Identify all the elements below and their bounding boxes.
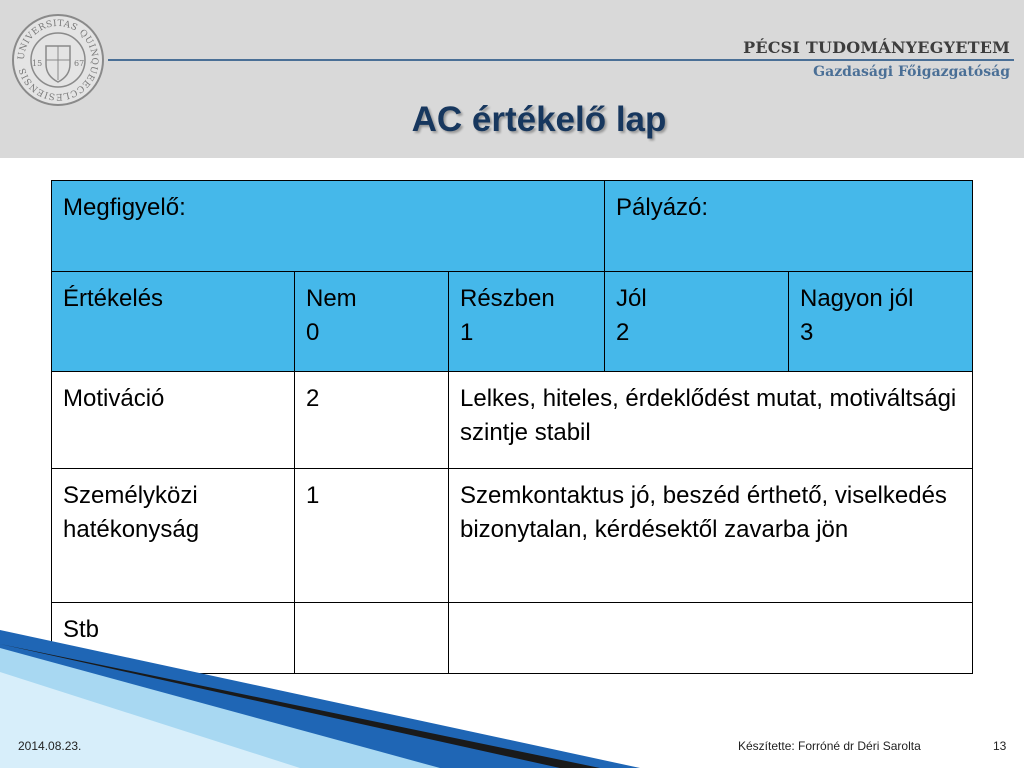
rating-level-score: 3 (800, 319, 814, 346)
slide-header (0, 0, 1024, 158)
rating-level-name: Nem (306, 285, 357, 312)
score-cell: 2 (295, 372, 449, 469)
footer-date: 2014.08.23. (18, 739, 82, 753)
seal-year-right: 67 (74, 59, 85, 68)
rating-label-cell: Értékelés (52, 272, 295, 372)
university-seal-icon (10, 12, 106, 108)
table-row (52, 181, 973, 272)
rating-level-name: Jól (616, 285, 647, 312)
score-cell: 1 (295, 469, 449, 603)
page-title: AC értékelő lap (411, 100, 667, 139)
seal-year-left: 15 (32, 59, 43, 68)
rating-level-name: Részben (460, 285, 555, 312)
rating-level-cell (449, 272, 605, 372)
rating-level-cell (605, 272, 789, 372)
rating-level-score: 1 (460, 319, 474, 346)
criterion-cell: Motiváció (52, 372, 295, 469)
evaluation-table (51, 180, 973, 674)
rating-level-cell (295, 272, 449, 372)
rating-level-score: 0 (306, 319, 320, 346)
comment-cell: Lelkes, hiteles, érdeklődést mutat, motiváltsági szintje stabil (449, 372, 973, 469)
decorative-swoosh (0, 630, 640, 768)
criterion-cell: Stb (52, 603, 295, 674)
applicant-cell: Pályázó: (605, 181, 973, 272)
footer-author: Készítette: Forróné dr Déri Sarolta (738, 739, 921, 753)
rating-level-name: Nagyon jól (800, 285, 914, 312)
page-number: 13 (993, 739, 1007, 753)
table-row (52, 372, 973, 469)
table-row (52, 272, 973, 372)
criterion-cell: Személyközi hatékonyság (52, 469, 295, 603)
table-row (52, 469, 973, 603)
university-name: PÉCSI TUDOMÁNYEGYETEM (743, 38, 1010, 57)
department-name: Gazdasági Főigazgatóság (813, 64, 1010, 80)
seal-inscription: UNIVERSITAS QUINQUEECCLESIENSIS (16, 18, 100, 102)
observer-cell: Megfigyelő: (52, 181, 605, 272)
comment-cell: Szemkontaktus jó, beszéd érthető, viselkedés bizonytalan, kérdésektől zavarba jön (449, 469, 973, 603)
rating-level-score: 2 (616, 319, 630, 346)
header-divider (108, 59, 1014, 61)
rating-level-cell (789, 272, 973, 372)
